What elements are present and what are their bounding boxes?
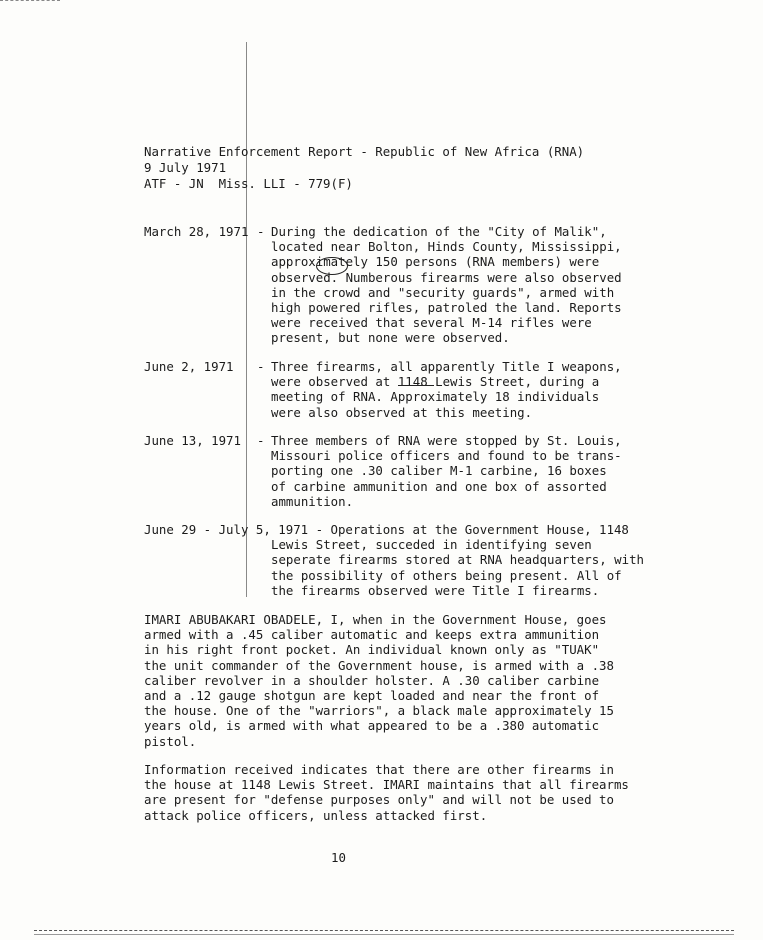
entry-body (271, 224, 651, 346)
entry-line: the possibility of others being present. All of (271, 567, 622, 583)
scan-artifact-bottom (34, 930, 734, 931)
entry-line: approximately 150 persons (RNA members) were (271, 254, 600, 270)
paragraph-line: in his right front pocket. An individual known only as "TUAK" (144, 642, 600, 658)
scan-artifact-top (0, 0, 60, 4)
entry-line: of carbine ammunition and one box of assorted (271, 478, 607, 494)
entry-date: June 2, 1971 (144, 359, 234, 374)
entry-date: June 29 - July 5, 1971 - Operations at the Government House, 1148 (144, 522, 629, 537)
entry-line: During the dedication of the "City of Malik", (271, 224, 607, 239)
entry-dash: - (257, 433, 265, 448)
entry-line: meeting of RNA. Approximately 18 individuals (271, 389, 600, 405)
report-title: Narrative Enforcement Report - Republic of New Africa (RNA) (144, 144, 585, 159)
entry-body (271, 433, 651, 509)
entry-line: located near Bolton, Hinds County, Mississippi, (271, 239, 622, 255)
entry-line: were observed at 1148 Lewis Street, during a (271, 374, 600, 390)
scan-artifact-bottom-line (34, 934, 734, 935)
entry-line: porting one .30 caliber M-1 carbine, 16 boxes (271, 463, 607, 479)
entry-line: Missouri police officers and found to be trans- (271, 448, 622, 464)
entry-line: ammunition. (271, 493, 354, 509)
paragraph-line: IMARI ABUBAKARI OBADELE, I, when in the Government House, goes (144, 612, 607, 627)
report-header (144, 144, 584, 192)
entry-body (271, 537, 651, 598)
entry-date: March 28, 1971 (144, 224, 249, 239)
entry-line: observed. Numberous firearms were also observed (271, 269, 622, 285)
entry-line: in the crowd and "security guards", armed with (271, 284, 615, 300)
entry-dash: - (257, 224, 265, 239)
entry-line: were received that several M-14 rifles were (271, 315, 592, 331)
paragraph-line: caliber revolver in a shoulder holster. A .30 caliber carbine (144, 672, 600, 688)
paragraph-line: Information received indicates that there are other firearms in (144, 762, 614, 777)
entry-line: the firearms observed were Title I firearms. (271, 582, 600, 598)
entry-date: June 13, 1971 (144, 433, 241, 448)
paragraph-line: the unit commander of the Government house, is armed with a .38 (144, 657, 614, 673)
paragraph-line: attack police officers, unless attacked first. (144, 807, 488, 823)
paragraph-line: pistol. (144, 733, 197, 749)
paragraph-line: years old, is armed with what appeared to be a .380 automatic (144, 718, 600, 734)
paragraph-line: armed with a .45 caliber automatic and keeps extra ammunition (144, 627, 600, 643)
entry-line: high powered rifles, patroled the land. Reports (271, 300, 622, 316)
entry-line: Lewis Street, succeded in identifying seven (271, 537, 592, 553)
handwritten-circle-mark (316, 257, 348, 275)
handwritten-underline-mark (398, 385, 434, 386)
paragraph-line: are present for "defense purposes only" and will not be used to (144, 792, 614, 808)
entry-body (271, 359, 651, 420)
paragraph-obadele (144, 612, 644, 749)
paragraph-line: and a .12 gauge shotgun are kept loaded and near the front of (144, 688, 600, 704)
entry-dash: - (257, 359, 265, 374)
scan-fold-line (246, 42, 247, 597)
paragraph-information (144, 762, 644, 823)
entry-line: seperate firearms stored at RNA headquarters, with (271, 552, 644, 568)
entry-line: Three members of RNA were stopped by St. Louis, (271, 433, 622, 448)
page-number: 10 (331, 850, 346, 865)
paragraph-line: the house at 1148 Lewis Street. IMARI maintains that all firearms (144, 777, 629, 793)
entry-line: present, but none were observed. (271, 330, 510, 346)
report-file-number: ATF - JN Miss. LLI - 779(F) (144, 176, 353, 191)
report-date: 9 July 1971 (144, 160, 227, 175)
entry-line: were also observed at this meeting. (271, 404, 533, 420)
entry-line: Three firearms, all apparently Title I weapons, (271, 359, 622, 374)
paragraph-line: the house. One of the "warriors", a black male approximately 15 (144, 703, 614, 719)
